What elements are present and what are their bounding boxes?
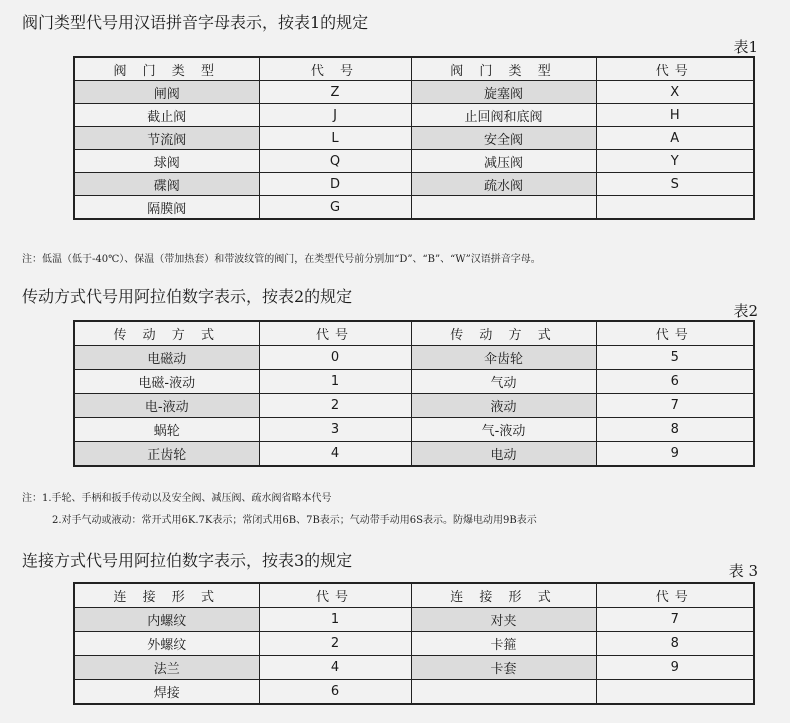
table3-heading: 连接方式代号用阿拉伯数字表示，按表3的规定 — [22, 551, 353, 570]
header-cell: 连 接 形 式 — [411, 583, 596, 608]
header-cell: 连 接 形 式 — [74, 583, 259, 608]
table-cell: 6 — [259, 680, 411, 705]
table-cell: 1 — [259, 370, 411, 394]
table-cell: 闸阀 — [74, 81, 259, 104]
table-cell: 内螺纹 — [74, 608, 259, 632]
table-cell: 卡套 — [411, 656, 596, 680]
table-row — [74, 104, 754, 127]
table-cell: 外螺纹 — [74, 632, 259, 656]
table1-label: 表1 — [733, 38, 758, 56]
table-cell: Y — [596, 150, 754, 173]
table-cell: 5 — [596, 346, 754, 370]
table-cell: 电磁动 — [74, 346, 259, 370]
table-row — [74, 632, 754, 656]
header-cell: 传 动 方 式 — [74, 321, 259, 346]
table3-label: 表 3 — [728, 562, 758, 580]
table-row — [74, 346, 754, 370]
table-row — [74, 370, 754, 394]
actuation-table — [73, 320, 755, 467]
table2-label: 表2 — [733, 302, 758, 320]
table1-heading: 阀门类型代号用汉语拼音字母表示，按表1的规定 — [22, 13, 369, 32]
table-cell: 9 — [596, 656, 754, 680]
table-row — [74, 173, 754, 196]
table-cell: 液动 — [411, 394, 596, 418]
header-cell: 传 动 方 式 — [411, 321, 596, 346]
table-cell: X — [596, 81, 754, 104]
table-cell: S — [596, 173, 754, 196]
table-cell: 4 — [259, 442, 411, 467]
table-cell: 球阀 — [74, 150, 259, 173]
table-cell: 3 — [259, 418, 411, 442]
table-cell — [411, 680, 596, 705]
table-cell: 2 — [259, 394, 411, 418]
table-cell: 旋塞阀 — [411, 81, 596, 104]
table-header-row — [74, 583, 754, 608]
header-cell: 代号 — [259, 321, 411, 346]
table-cell: Z — [259, 81, 411, 104]
table-row — [74, 81, 754, 104]
header-cell: 阀 门 类 型 — [411, 57, 596, 81]
table-cell — [596, 680, 754, 705]
table-cell: 0 — [259, 346, 411, 370]
table-cell: 1 — [259, 608, 411, 632]
table-row — [74, 442, 754, 467]
table-cell: A — [596, 127, 754, 150]
table-cell: 对夹 — [411, 608, 596, 632]
table-cell: 伞齿轮 — [411, 346, 596, 370]
table-cell: 7 — [596, 394, 754, 418]
header-cell: 代号 — [596, 57, 754, 81]
table-header-row — [74, 321, 754, 346]
table-cell: 8 — [596, 418, 754, 442]
table-row — [74, 608, 754, 632]
table-cell: Q — [259, 150, 411, 173]
table-cell: 截止阀 — [74, 104, 259, 127]
header-cell: 代 号 — [259, 57, 411, 81]
table-row — [74, 418, 754, 442]
table-cell — [411, 196, 596, 220]
table-cell: H — [596, 104, 754, 127]
table-cell: 减压阀 — [411, 150, 596, 173]
table-cell: 电动 — [411, 442, 596, 467]
table-cell: 2 — [259, 632, 411, 656]
table-cell: 电磁-液动 — [74, 370, 259, 394]
table-cell: 9 — [596, 442, 754, 467]
table2-note-2: 2.对手气动或液动：常开式用6K.7K表示；常闭式用6B、7B表示；气动带手动用6S表示。防爆电动用9B表示 — [52, 515, 537, 526]
table-cell: 法兰 — [74, 656, 259, 680]
table-cell: 7 — [596, 608, 754, 632]
table-header-row — [74, 57, 754, 81]
table-cell: 8 — [596, 632, 754, 656]
header-cell: 代号 — [596, 583, 754, 608]
table-cell: 碟阀 — [74, 173, 259, 196]
table-cell: 止回阀和底阀 — [411, 104, 596, 127]
table-cell: 蜗轮 — [74, 418, 259, 442]
table-cell: 电-液动 — [74, 394, 259, 418]
table-cell: 焊接 — [74, 680, 259, 705]
connection-table — [73, 582, 755, 705]
table-cell: 疏水阀 — [411, 173, 596, 196]
table-row — [74, 150, 754, 173]
table-cell: G — [259, 196, 411, 220]
table2-note-1: 注：1.手轮、手柄和扳手传动以及安全阀、减压阀、疏水阀省略本代号 — [22, 493, 332, 504]
table-cell: 隔膜阀 — [74, 196, 259, 220]
table1-note: 注：低温（低于-40℃）、保温（带加热套）和带波纹管的阀门，在类型代号前分别加“D”、“B”、“W”汉语拼音字母。 — [22, 254, 541, 265]
table-row — [74, 127, 754, 150]
table-cell: L — [259, 127, 411, 150]
table-cell: 4 — [259, 656, 411, 680]
table-cell: 6 — [596, 370, 754, 394]
header-cell: 阀 门 类 型 — [74, 57, 259, 81]
table-cell: D — [259, 173, 411, 196]
header-cell: 代号 — [596, 321, 754, 346]
table-cell: 气-液动 — [411, 418, 596, 442]
table-cell: 气动 — [411, 370, 596, 394]
valve-type-table — [73, 56, 755, 220]
table-row — [74, 196, 754, 220]
table-cell: 安全阀 — [411, 127, 596, 150]
table-cell: 卡箍 — [411, 632, 596, 656]
table-cell: 节流阀 — [74, 127, 259, 150]
table-cell: J — [259, 104, 411, 127]
table-row — [74, 656, 754, 680]
table-row — [74, 680, 754, 705]
table2-heading: 传动方式代号用阿拉伯数字表示，按表2的规定 — [22, 287, 353, 306]
table-cell — [596, 196, 754, 220]
header-cell: 代号 — [259, 583, 411, 608]
table-row — [74, 394, 754, 418]
table-cell: 正齿轮 — [74, 442, 259, 467]
